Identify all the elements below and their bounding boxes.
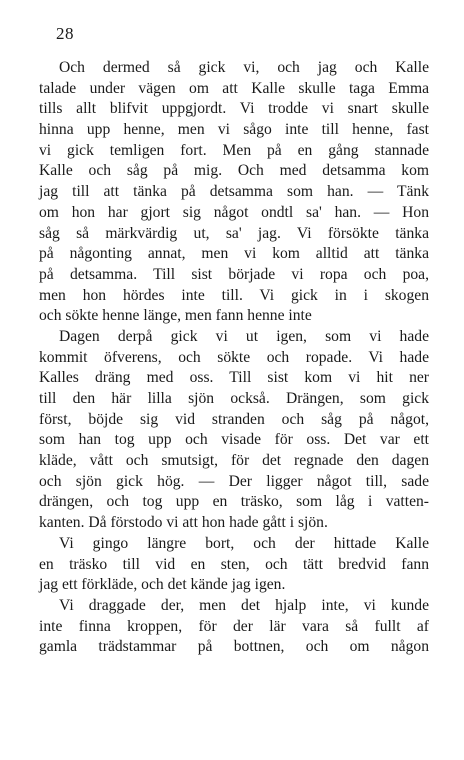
text-line: på detsamma. Till sist började vi ropa och poa, xyxy=(39,265,429,283)
text-line: jag ett förkläde, och det kände jag igen. xyxy=(39,576,286,594)
text-line: men hon hördes inte till. Vi gick in i skogen xyxy=(39,286,429,304)
text-line: vi gick temligen fort. Men på en gång stannade xyxy=(39,141,429,159)
text-line: såg så märkvärdig ut, sa' jag. Vi försökte tänka xyxy=(39,224,429,242)
text-line: till den här lilla sjön också. Drängen, som gick xyxy=(39,390,429,407)
text-line: Vi gingo längre bort, och der hittade Kalle xyxy=(59,534,429,552)
text-line: kommit öfverens, och sökte och ropade. Vi hade xyxy=(39,348,429,366)
text-line: Kalles dräng med oss. Till sist kom vi hit ner xyxy=(39,369,429,387)
text-line: först, böjde sig vid stranden och såg på något, xyxy=(39,410,429,428)
page-number: 28 xyxy=(56,24,74,43)
text-line: Dagen derpå gick vi ut igen, som vi hade xyxy=(59,327,429,345)
text-line: kanten. Då förstodo vi att hon hade gått i sjön. xyxy=(39,514,328,532)
text-line: Vi draggade der, men det hjalp inte, vi kunde xyxy=(59,596,429,614)
text-line: Kalle och såg på mig. Och med detsamma kom xyxy=(39,162,429,180)
text-line: kläde, vått och smutsigt, för det regnade den dagen xyxy=(39,452,429,470)
text-line: Och dermed så gick vi, och jag och Kalle xyxy=(59,59,429,76)
text-line: och sökte henne länge, men fann henne inte xyxy=(39,307,312,325)
text-line: på någonting annat, men vi kom alltid att tänka xyxy=(39,245,429,263)
text-line: om hon har gjort sig något ondtl sa' han. — Hon xyxy=(39,203,429,221)
text-line: och sjön gick hög. — Der ligger något till, sade xyxy=(39,472,429,490)
text-line: inte finna kroppen, för der lär vara så fullt af xyxy=(39,617,429,635)
text-line: som han tog upp och visade för oss. Det var ett xyxy=(39,431,429,449)
text-line: en träsko till vid en sten, och tätt bredvid fann xyxy=(39,555,429,573)
text-line: jag till att tänka på detsamma som han. — Tänk xyxy=(39,183,429,201)
text-line: talade under vägen om att Kalle skulle taga Emma xyxy=(39,79,429,97)
page-body-text xyxy=(39,58,429,658)
text-line: tills allt blifvit uppgjordt. Vi trodde vi snart skulle xyxy=(39,100,429,118)
text-line: gamla trädstammar på bottnen, och om någon xyxy=(39,638,429,656)
text-line: drängen, och tog upp en träsko, som låg i vatten- xyxy=(39,493,429,511)
text-line: hinna upp henne, men vi sågo inte till henne, fast xyxy=(39,121,429,139)
